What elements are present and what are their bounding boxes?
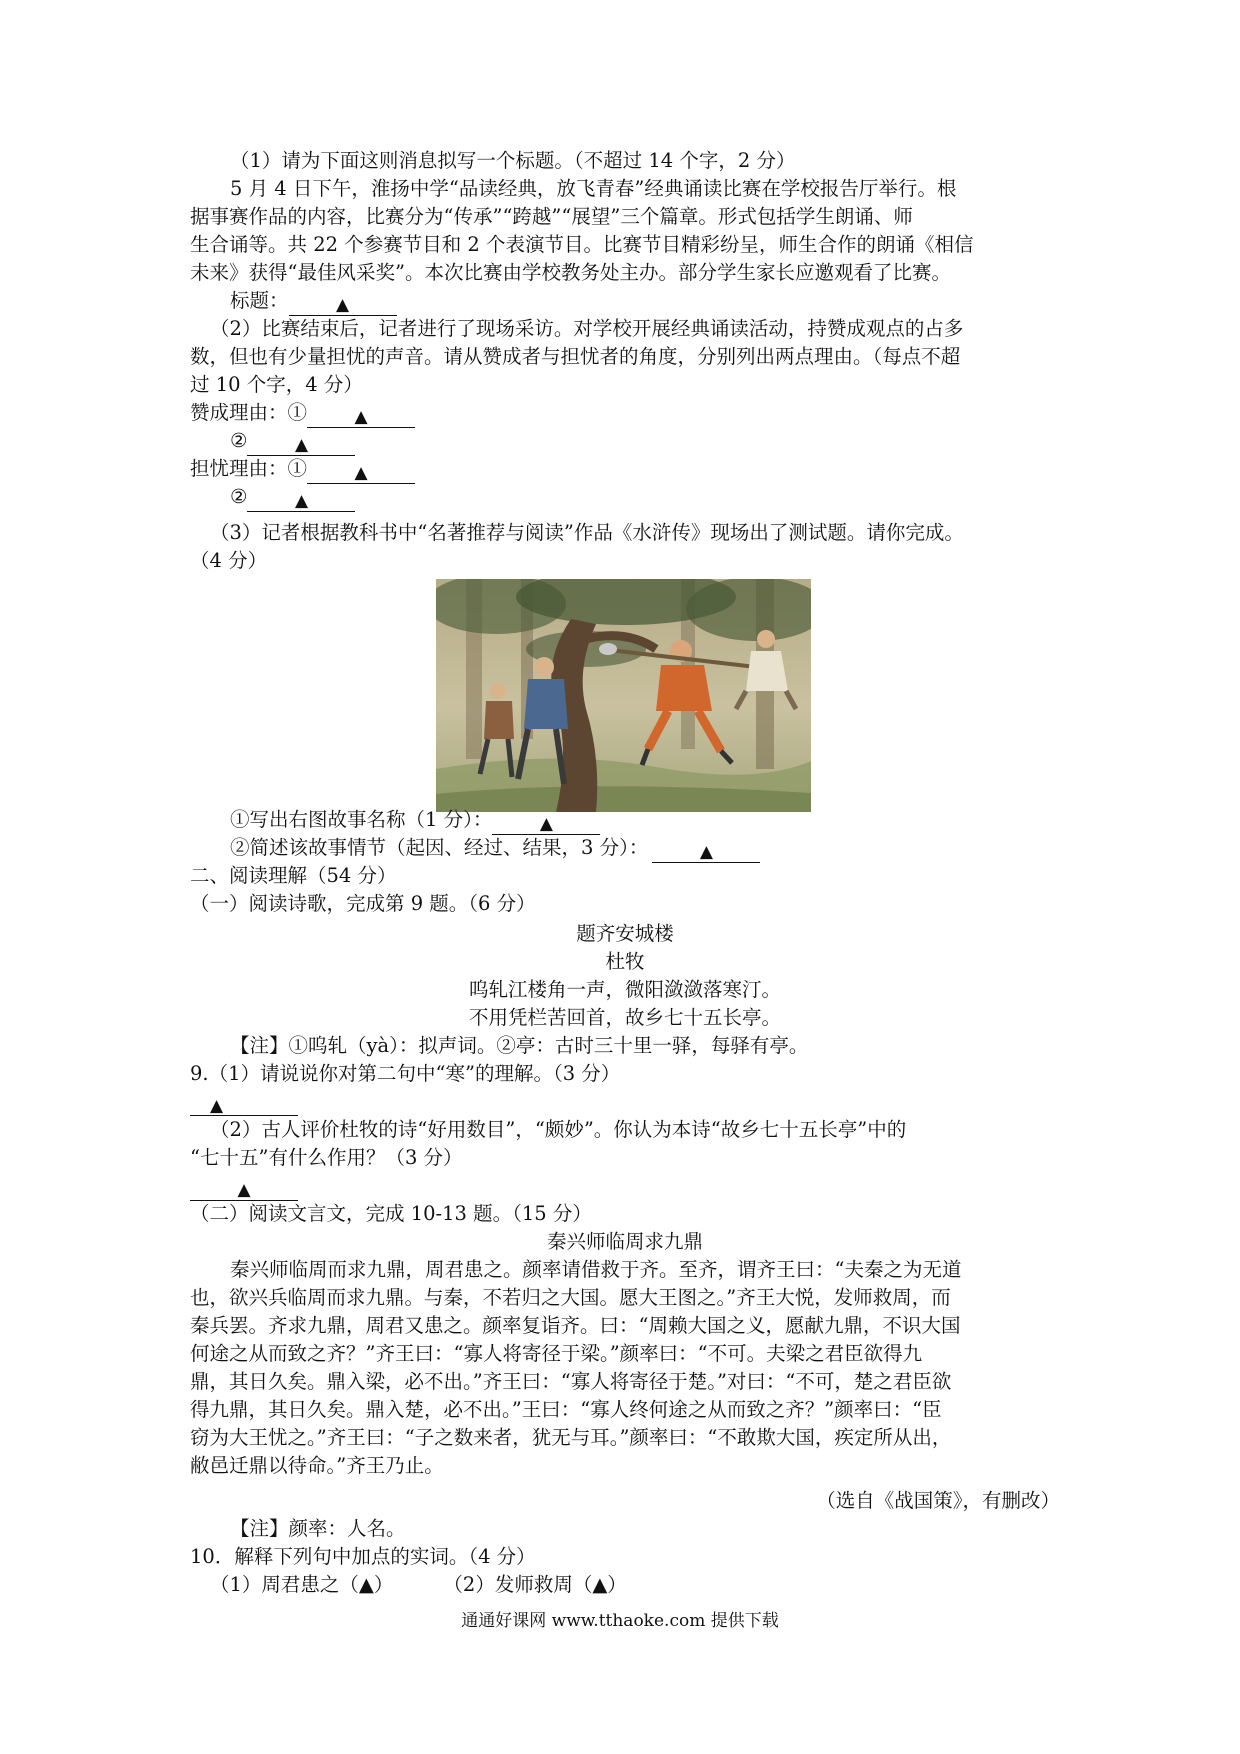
answer-triangle-icon: ▲ (294, 435, 309, 455)
agree-reason-2 (230, 427, 1100, 455)
q9-2-blank[interactable] (190, 1178, 298, 1201)
answer-triangle-icon: ▲ (237, 1180, 251, 1200)
q9-1-blank[interactable] (190, 1094, 298, 1116)
story-plot-blank[interactable] (652, 840, 760, 863)
q8-part2-prompt-2: 数，但也有少量担忧的声音。请从赞成者与担忧者的角度，分别列出两点理由。（每点不超 (190, 345, 961, 368)
title-label: 标题： (230, 289, 289, 312)
answer-triangle-icon: ▲ (539, 814, 553, 834)
worry-reason-2 (230, 483, 1100, 511)
sub1-label: ①写出右图故事名称（1 分）： (230, 808, 493, 831)
classical-line-2: 也，欲兴兵临周而求九鼎。与秦，不若归之大国。愿大王图之。”齐王大悦，发师救周，而 (190, 1286, 951, 1309)
poem-author: 杜牧 (605, 950, 645, 973)
classical-source: （选自《战国策》，有删改） (816, 1489, 1060, 1512)
classical-line-3: 秦兵罢。齐求九鼎，周君又患之。颜率复诣齐。曰：“周赖大国之义，愿献九鼎，不识大国 (190, 1314, 961, 1337)
classical-line-5: 鼎，其日久矣。鼎入梁，必不出。”齐王曰：“寡人将寄径于楚。”对曰：“不可，楚之君臣欲 (190, 1370, 952, 1393)
title-answer-blank[interactable] (289, 293, 397, 316)
q8-part1-prompt: （1）请为下面这则消息拟写一个标题。（不超过 14 个字，2 分） (230, 149, 796, 172)
answer-triangle-icon: ▲ (210, 1096, 224, 1116)
classical-line-7: 窃为大王忧之。”齐王曰：“子之数来者，犹无与耳。”颜率曰：“不敢欺大国，疾定所从出， (190, 1426, 952, 1449)
news-line-3: 生合诵等。共 22 个参赛节目和 2 个表演节目。比赛节目精彩纷呈，师生合作的朗诵《相信 (190, 233, 974, 256)
circle-two-label: ② (230, 429, 248, 452)
answer-triangle-icon: ▲ (294, 491, 309, 511)
answer-triangle-icon: ▲ (354, 407, 368, 427)
agree-reason-1-blank[interactable] (307, 405, 415, 428)
q9-1: 9.（1）请说说你对第二句中“寒”的理解。（3 分） (190, 1062, 621, 1085)
story-name-blank[interactable] (492, 812, 600, 835)
section2-heading: 二、阅读理解（54 分） (190, 864, 397, 887)
q10-item-2: （2）发师救周（▲） (443, 1573, 627, 1596)
agree-label: 赞成理由：① (190, 401, 308, 424)
poem-line-2: 不用凭栏苦回首，故乡七十五长亭。 (468, 1006, 781, 1029)
classical-note: 【注】颜率：人名。 (230, 1517, 406, 1540)
painting-illustration-icon (436, 579, 811, 812)
worry-reason-1 (190, 455, 1060, 483)
q8-part2-prompt-1: （2）比赛结束后，记者进行了现场采访。对学校开展经典诵读活动，持赞成观点的占多 (210, 317, 964, 340)
answer-triangle-icon: ▲ (699, 842, 713, 862)
news-line-1: 5 月 4 日下午，淮扬中学“品读经典，放飞青春”经典诵读比赛在学校报告厅举行。根 (230, 177, 957, 200)
worry-reason-2-blank[interactable] (247, 489, 355, 512)
agree-reason-2-blank[interactable] (247, 433, 355, 456)
q10-prompt: 10．解释下列句中加点的实词。（4 分） (190, 1545, 536, 1568)
news-line-4: 未来》获得“最佳风采奖”。本次比赛由学校教务处主办。部分学生家长应邀观看了比赛。 (190, 261, 951, 284)
q8-sub2 (230, 834, 1100, 862)
q9-2-line-1: （2）古人评价杜牧的诗“好用数目”，“颇妙”。你认为本诗“故乡七十五长亭”中的 (210, 1118, 907, 1141)
poem-note: 【注】①呜轧（yà）：拟声词。②亭：古时三十里一驿，每驿有亭。 (230, 1034, 809, 1057)
q8-part2-prompt-3: 过 10 个字，4 分） (190, 373, 363, 396)
q9-1-answer (190, 1088, 1060, 1116)
poem-title: 题齐安城楼 (576, 922, 674, 945)
classical-line-1: 秦兴师临周而求九鼎，周君患之。颜率请借救于齐。至齐，谓齐王曰：“夫秦之为无道 (230, 1258, 962, 1281)
q10-items (210, 1571, 1080, 1599)
news-line-2: 据事赛作品的内容，比赛分为“传承”“跨越”“展望”三个篇章。形式包括学生朗诵、师 (190, 205, 913, 228)
sub2-label: ②简述该故事情节（起因、经过、结果，3 分）： (230, 836, 649, 859)
title-answer-line (230, 287, 1100, 315)
classical-line-4: 何途之从而致之齐？”齐王曰：“寡人将寄径于梁。”颜率曰：“不可。夫梁之君臣欲得九 (190, 1342, 923, 1365)
q8-part3-prompt-2: （4 分） (190, 549, 268, 572)
q8-part3-prompt-1: （3）记者根据教科书中“名著推荐与阅读”作品《水浒传》现场出了测试题。请你完成。 (210, 521, 964, 544)
q9-2-answer (190, 1172, 1060, 1200)
answer-triangle-icon: ▲ (335, 295, 350, 315)
q8-sub1 (230, 806, 1100, 834)
part2-heading: （二）阅读文言文，完成 10-13 题。（15 分） (190, 1202, 592, 1225)
agree-reason-1 (190, 399, 1060, 427)
q10-item-1: （1）周君患之（▲） (210, 1573, 394, 1596)
classical-title: 秦兴师临周求九鼎 (546, 1230, 703, 1253)
worry-label: 担忧理由：① (190, 457, 308, 480)
answer-triangle-icon: ▲ (354, 463, 368, 483)
page-footer: 通通好课网 www.tthaoke.com 提供下载 (461, 1611, 779, 1631)
poem-line-1: 呜轧江楼角一声，微阳潋潋落寒汀。 (468, 978, 781, 1001)
classical-line-8: 敝邑迁鼎以待命。”齐王乃止。 (190, 1454, 444, 1477)
circle-two-label: ② (230, 485, 248, 508)
part1-heading: （一）阅读诗歌，完成第 9 题。（6 分） (190, 892, 536, 915)
painting-illustration-svg (436, 579, 811, 812)
q9-2-line-2: “七十五”有什么作用？（3 分） (190, 1146, 463, 1169)
classical-line-6: 得九鼎，其日久矣。鼎入楚，必不出。”王曰：“寡人终何途之从而致之齐？”颜率曰：“臣 (190, 1398, 942, 1421)
worry-reason-1-blank[interactable] (307, 461, 415, 484)
